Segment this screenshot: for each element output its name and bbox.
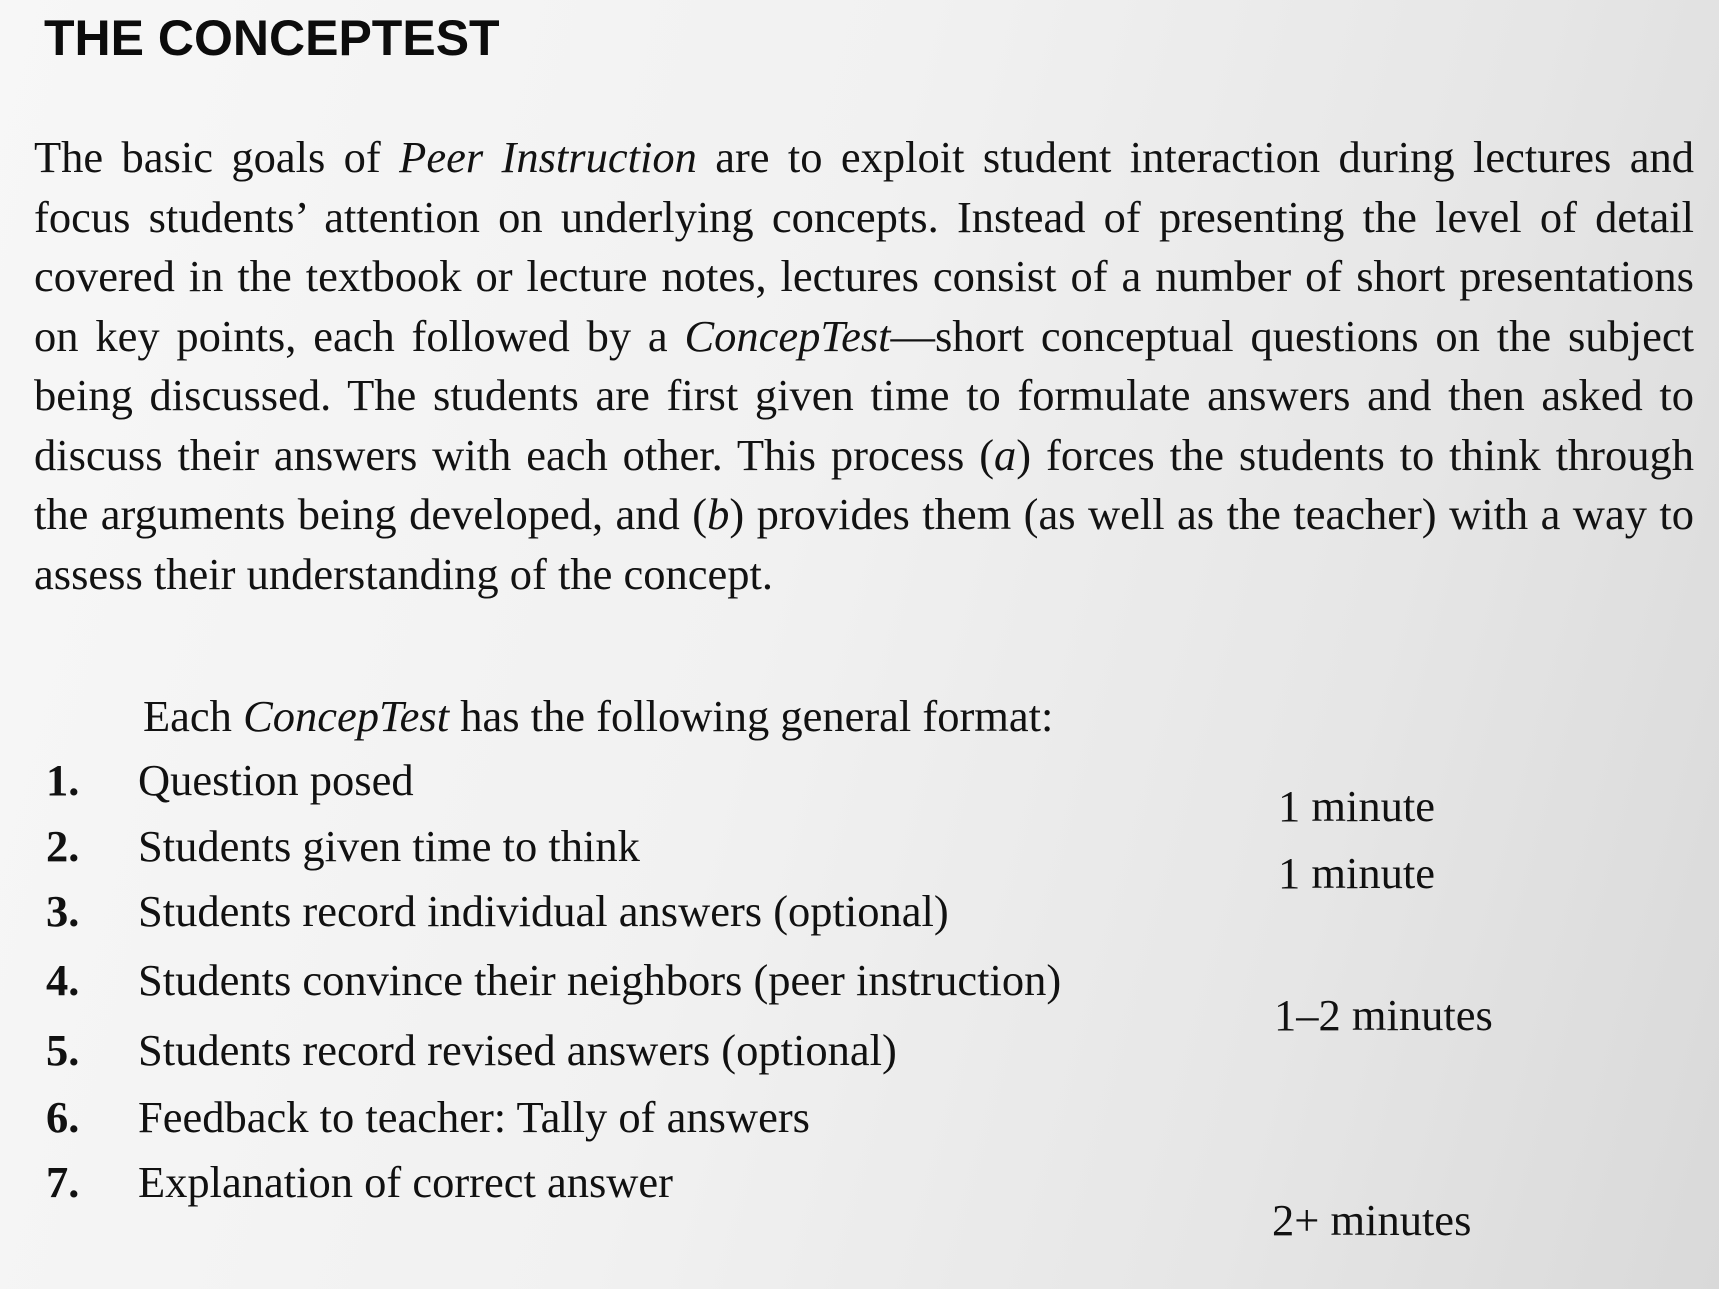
step-number: 3. — [46, 886, 80, 936]
step-number: 6. — [46, 1092, 80, 1142]
paragraph-text-4: ) forces the students to think through the arguments being developed, and ( — [34, 429, 1695, 539]
intro-text-after: has the following general format: — [449, 691, 1054, 741]
step-label: Students record individual answers (optional) — [138, 886, 949, 936]
format-intro — [143, 688, 1053, 744]
step-time: 1 minute — [1278, 781, 1435, 831]
step-number: 2. — [46, 821, 80, 871]
step-label: Students record revised answers (optional) — [138, 1025, 897, 1075]
step-number: 1. — [46, 755, 80, 805]
step-label: Explanation of correct answer — [138, 1157, 673, 1207]
paragraph-text-5: ) provides them (as well as the teacher) with a way to assess their understanding of the concept. — [34, 489, 1695, 599]
section-heading: THE CONCEPTEST — [44, 10, 500, 66]
step-label: Question posed — [138, 755, 414, 805]
marker-a: a — [994, 429, 1017, 480]
step-time: 1–2 minutes — [1274, 990, 1493, 1040]
step-time: 2+ minutes — [1272, 1195, 1472, 1245]
marker-b: b — [707, 489, 730, 539]
conceptest-term: ConcepTest — [684, 310, 891, 361]
intro-conceptest-term: ConcepTest — [243, 691, 450, 741]
step-label: Students given time to think — [138, 821, 640, 871]
paragraph-text-2: are to exploit student interaction during lectures and focus students’ attention on underlying concepts. Instead of presenting the level of detail covered in the textbook or lecture notes, lectures consist of a number of short presentations on key points, each followed by a — [34, 132, 1694, 361]
paragraph-text-1: The basic goals of — [34, 132, 400, 182]
body-paragraph — [34, 128, 1694, 604]
step-time: 1 minute — [1278, 848, 1435, 898]
intro-text-before: Each — [143, 691, 244, 741]
step-number: 5. — [46, 1025, 80, 1075]
step-number: 4. — [46, 955, 80, 1005]
step-label: Feedback to teacher: Tally of answers — [138, 1092, 810, 1142]
paragraph-text-3: —short conceptual questions on the subject being discussed. The students are first given time to formulate answers and then asked to discuss their answers with each other. This process ( — [34, 310, 1694, 480]
peer-instruction-term: Peer Instruction — [399, 132, 697, 182]
step-number: 7. — [46, 1157, 80, 1207]
step-label: Students convince their neighbors (peer instruction) — [138, 955, 1062, 1005]
